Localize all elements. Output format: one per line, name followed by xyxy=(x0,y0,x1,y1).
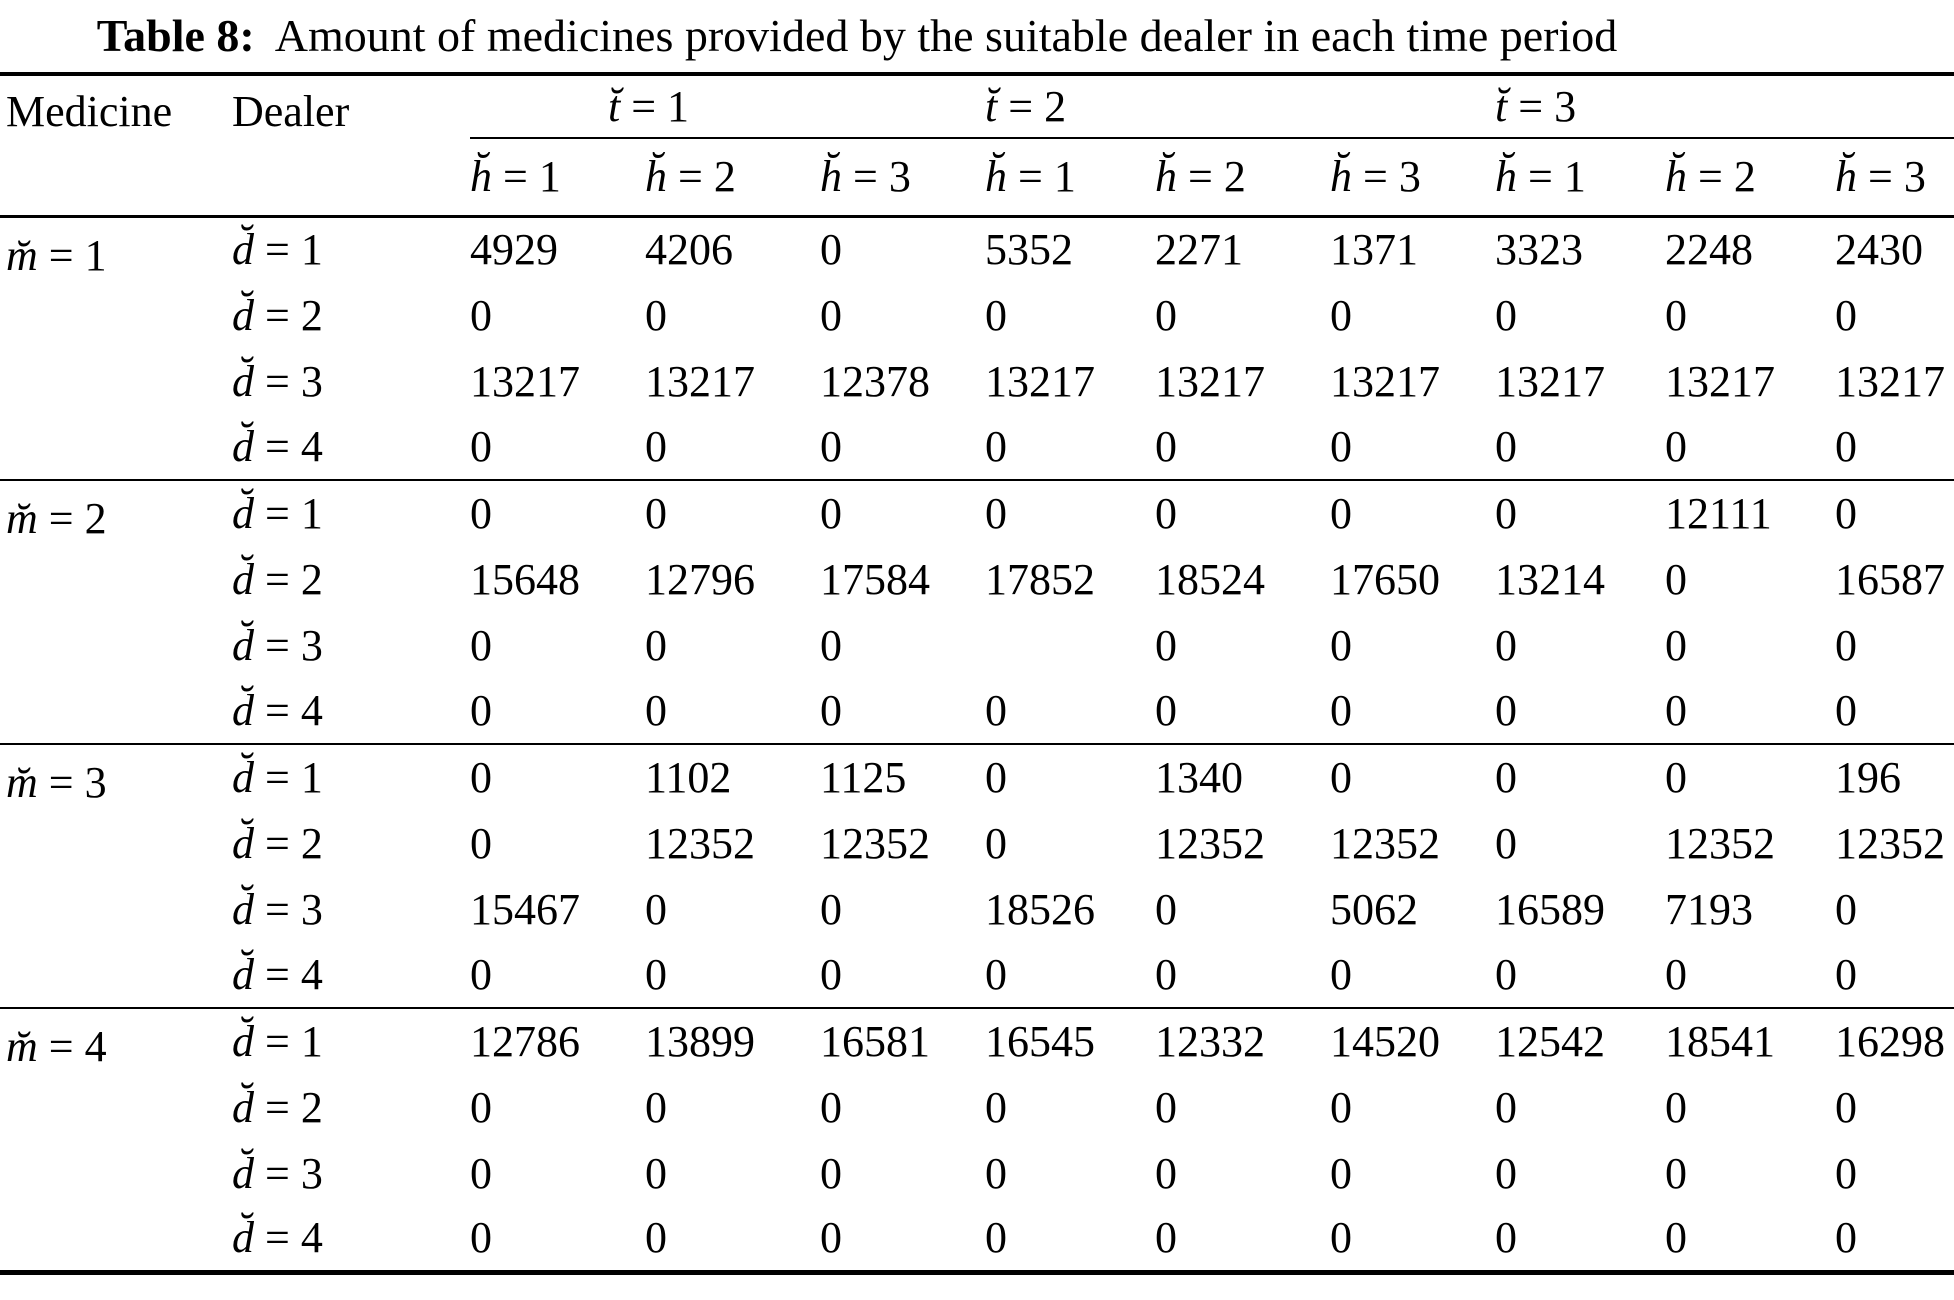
dealer-label xyxy=(230,612,470,678)
value-cell: 16581 xyxy=(820,1017,930,1066)
dealer-label xyxy=(230,744,470,810)
label-text: = 3 xyxy=(254,884,323,934)
value-cell: 4929 xyxy=(470,225,558,275)
label-text: = 2 xyxy=(254,290,323,340)
dealer-label xyxy=(230,876,470,942)
medicines-table xyxy=(0,72,1954,1275)
label-text: = 2 xyxy=(1687,152,1756,202)
value-cell: 0 xyxy=(1495,686,1518,735)
value-cell: 0 xyxy=(1835,884,1858,934)
value-cell: 2430 xyxy=(1835,225,1924,275)
table-row xyxy=(0,282,1954,348)
value-cell: 0 xyxy=(1495,818,1518,868)
value-cell: 4206 xyxy=(645,225,733,275)
value-cell: 0 xyxy=(1495,753,1518,802)
label-text: = 4 xyxy=(254,686,323,735)
value-cell: 13217 xyxy=(1835,356,1946,406)
label-text: = 3 xyxy=(254,1148,323,1198)
variable-symbol: h̆ xyxy=(470,152,492,202)
table-row xyxy=(0,1140,1954,1206)
variable-symbol: d̆ xyxy=(232,950,254,999)
value-cell: 0 xyxy=(1665,1082,1688,1132)
value-cell: 12352 xyxy=(820,818,930,868)
value-cell: 0 xyxy=(1330,290,1353,340)
value-cell: 0 xyxy=(985,818,1008,868)
value-cell: 0 xyxy=(1330,620,1353,670)
variable-symbol: d̆ xyxy=(232,818,254,868)
variable-symbol: h̆ xyxy=(1665,152,1688,202)
variable-symbol: h̆ xyxy=(985,152,1008,202)
value-cell: 0 xyxy=(820,1148,842,1198)
label-text: = 3 xyxy=(37,758,107,807)
label-text: = 2 xyxy=(254,554,323,604)
value-cell: 0 xyxy=(985,489,1008,538)
label-text: = 4 xyxy=(254,422,323,471)
variable-symbol: m̆ xyxy=(6,494,38,543)
variable-symbol: d̆ xyxy=(232,1082,254,1132)
value-cell: 0 xyxy=(470,290,492,340)
value-cell: 0 xyxy=(470,818,492,868)
value-cell: 0 xyxy=(820,422,842,471)
value-cell: 0 xyxy=(470,1213,492,1263)
label-text: = 2 xyxy=(254,818,323,868)
label-text: = 2 xyxy=(997,82,1067,131)
value-cell: 1340 xyxy=(1155,753,1244,802)
value-cell: 17584 xyxy=(820,554,930,604)
value-cell: 13217 xyxy=(1330,356,1441,406)
value-cell: 13217 xyxy=(645,356,755,406)
value-cell: 0 xyxy=(1155,1213,1178,1263)
value-cell: 0 xyxy=(1835,1213,1858,1263)
label-text: = 1 xyxy=(254,1017,323,1066)
variable-symbol: d̆ xyxy=(232,1017,254,1066)
value-cell: 0 xyxy=(1155,422,1178,471)
variable-symbol: d̆ xyxy=(232,884,254,934)
value-cell: 0 xyxy=(1835,1082,1858,1132)
value-cell: 0 xyxy=(1330,1082,1353,1132)
value-cell: 0 xyxy=(1665,620,1688,670)
value-cell: 12378 xyxy=(820,356,930,406)
value-cell: 0 xyxy=(470,753,492,802)
value-cell: 12786 xyxy=(470,1017,580,1066)
variable-symbol: t̆ xyxy=(608,82,621,131)
variable-symbol: d̆ xyxy=(232,356,254,406)
label-text: = 3 xyxy=(1507,82,1577,131)
value-cell: 1102 xyxy=(645,753,732,802)
label-text: = 1 xyxy=(254,489,323,538)
value-cell: 0 xyxy=(645,620,667,670)
value-cell: 12111 xyxy=(1665,489,1772,538)
variable-symbol: d̆ xyxy=(232,1213,254,1263)
value-cell: 0 xyxy=(985,1082,1008,1132)
value-cell: 0 xyxy=(1155,489,1178,538)
value-cell: 0 xyxy=(1835,620,1858,670)
value-cell: 0 xyxy=(1495,950,1518,999)
value-cell: 13217 xyxy=(1495,356,1606,406)
table-row xyxy=(0,216,1954,282)
value-cell: 0 xyxy=(1330,1213,1353,1263)
value-cell: 13214 xyxy=(1495,554,1606,604)
dealer-label xyxy=(230,480,470,546)
value-cell: 0 xyxy=(470,686,492,735)
value-cell: 0 xyxy=(1665,753,1688,802)
table-row xyxy=(0,546,1954,612)
value-cell: 1371 xyxy=(1330,225,1419,275)
table-row xyxy=(0,1008,1954,1074)
header-h-col xyxy=(985,138,1155,216)
value-cell: 0 xyxy=(820,225,842,275)
value-cell: 5062 xyxy=(1330,884,1419,934)
label-text: = 1 xyxy=(254,225,323,275)
value-cell: 0 xyxy=(645,290,667,340)
variable-symbol: d̆ xyxy=(232,753,254,802)
value-cell: 13899 xyxy=(645,1017,755,1066)
variable-symbol: d̆ xyxy=(232,1148,254,1198)
dealer-label xyxy=(230,1140,470,1206)
value-cell: 12796 xyxy=(645,554,755,604)
dealer-label xyxy=(230,1008,470,1074)
value-cell: 0 xyxy=(1155,1148,1178,1198)
table-row xyxy=(0,612,1954,678)
value-cell: 15467 xyxy=(470,884,580,934)
value-cell: 0 xyxy=(1665,554,1688,604)
label-text: = 4 xyxy=(254,950,323,999)
label-text: = 3 xyxy=(1352,152,1421,202)
value-cell xyxy=(985,612,1155,678)
variable-symbol: d̆ xyxy=(232,620,254,670)
dealer-label xyxy=(230,414,470,480)
value-cell: 0 xyxy=(1495,290,1518,340)
medicine-section xyxy=(0,1008,1954,1272)
value-cell: 12352 xyxy=(1330,818,1441,868)
value-cell: 0 xyxy=(1665,950,1688,999)
value-cell: 5352 xyxy=(985,225,1074,275)
medicine-label xyxy=(0,480,230,744)
value-cell: 16545 xyxy=(985,1017,1096,1066)
label-text: = 2 xyxy=(667,152,736,202)
value-cell: 0 xyxy=(470,489,492,538)
variable-symbol: h̆ xyxy=(1495,152,1518,202)
header-h-col xyxy=(1835,138,1954,216)
header-medicine: Medicine xyxy=(0,74,230,216)
value-cell: 0 xyxy=(1155,1082,1178,1132)
value-cell: 0 xyxy=(645,422,667,471)
value-cell: 0 xyxy=(1835,290,1858,340)
table-row xyxy=(0,810,1954,876)
table-row xyxy=(0,942,1954,1008)
value-cell: 15648 xyxy=(470,554,580,604)
value-cell: 12332 xyxy=(1155,1017,1266,1066)
dealer-label xyxy=(230,942,470,1008)
variable-symbol: m̆ xyxy=(6,230,38,280)
table-row xyxy=(0,678,1954,744)
value-cell: 0 xyxy=(1665,290,1688,340)
variable-symbol: m̆ xyxy=(6,1022,38,1071)
value-cell: 16587 xyxy=(1835,554,1946,604)
value-cell: 0 xyxy=(985,422,1008,471)
caption-text: Amount of medicines provided by the suitable dealer in each time period xyxy=(274,10,1618,61)
value-cell: 0 xyxy=(645,1213,667,1263)
variable-symbol: d̆ xyxy=(232,225,254,275)
value-cell: 0 xyxy=(1330,753,1353,802)
label-text: = 4 xyxy=(37,1022,107,1071)
variable-symbol: h̆ xyxy=(1835,152,1858,202)
value-cell: 0 xyxy=(1495,489,1518,538)
variable-symbol: d̆ xyxy=(232,554,254,604)
value-cell: 13217 xyxy=(470,356,580,406)
table-caption xyxy=(0,0,1954,72)
header-dealer: Dealer xyxy=(230,74,470,216)
value-cell: 0 xyxy=(985,753,1008,802)
medicine-section xyxy=(0,480,1954,744)
variable-symbol: t̆ xyxy=(1495,82,1508,131)
dealer-label xyxy=(230,216,470,282)
value-cell: 0 xyxy=(1835,686,1858,735)
value-cell: 0 xyxy=(1665,686,1688,735)
value-cell: 0 xyxy=(1155,620,1178,670)
label-text: = 2 xyxy=(254,1082,323,1132)
value-cell: 0 xyxy=(1835,950,1858,999)
dealer-label xyxy=(230,1074,470,1140)
value-cell: 7193 xyxy=(1665,884,1754,934)
label-text: = 3 xyxy=(254,356,323,406)
variable-symbol: h̆ xyxy=(820,152,842,202)
dealer-label xyxy=(230,282,470,348)
variable-symbol: d̆ xyxy=(232,686,254,735)
value-cell: 0 xyxy=(820,489,842,538)
value-cell: 0 xyxy=(470,1148,492,1198)
value-cell: 0 xyxy=(985,1213,1008,1263)
value-cell: 196 xyxy=(1835,753,1902,802)
value-cell: 13217 xyxy=(1665,356,1776,406)
table-row xyxy=(0,348,1954,414)
value-cell: 0 xyxy=(1495,620,1518,670)
value-cell: 0 xyxy=(645,1148,667,1198)
value-cell: 0 xyxy=(645,884,667,934)
value-cell: 16298 xyxy=(1835,1017,1946,1066)
variable-symbol: d̆ xyxy=(232,422,254,471)
value-cell: 12542 xyxy=(1495,1017,1606,1066)
value-cell: 0 xyxy=(820,1082,842,1132)
label-text: = 3 xyxy=(842,152,911,202)
medicine-label xyxy=(0,744,230,1008)
table-row xyxy=(0,1074,1954,1140)
value-cell: 0 xyxy=(1665,1213,1688,1263)
variable-symbol: d̆ xyxy=(232,290,254,340)
label-text: = 3 xyxy=(254,620,323,670)
value-cell: 2271 xyxy=(1155,225,1244,275)
label-text: = 4 xyxy=(254,1213,323,1263)
label-text: = 1 xyxy=(254,753,323,802)
value-cell: 0 xyxy=(820,290,842,340)
medicine-section xyxy=(0,216,1954,480)
variable-symbol: h̆ xyxy=(1330,152,1353,202)
medicine-label xyxy=(0,1008,230,1272)
label-text: = 2 xyxy=(37,494,107,543)
value-cell: 0 xyxy=(1330,489,1353,538)
value-cell: 0 xyxy=(645,950,667,999)
table-row xyxy=(0,414,1954,480)
value-cell: 0 xyxy=(1835,489,1858,538)
header-h-col xyxy=(1330,138,1495,216)
value-cell: 0 xyxy=(985,1148,1008,1198)
value-cell: 0 xyxy=(470,620,492,670)
label-text: = 1 xyxy=(1517,152,1586,202)
value-cell: 0 xyxy=(1155,884,1178,934)
value-cell: 0 xyxy=(1330,1148,1353,1198)
value-cell: 0 xyxy=(1495,1148,1518,1198)
dealer-label xyxy=(230,810,470,876)
variable-symbol: d̆ xyxy=(232,489,254,538)
value-cell: 0 xyxy=(1665,422,1688,471)
value-cell: 0 xyxy=(820,884,842,934)
medicine-section xyxy=(0,744,1954,1008)
value-cell: 0 xyxy=(1330,686,1353,735)
header-h-col xyxy=(820,138,985,216)
value-cell: 3323 xyxy=(1495,225,1584,275)
variable-symbol: h̆ xyxy=(1155,152,1178,202)
variable-symbol: h̆ xyxy=(645,152,667,202)
value-cell: 0 xyxy=(820,950,842,999)
value-cell: 0 xyxy=(1330,422,1353,471)
header-h-col xyxy=(470,138,645,216)
dealer-label xyxy=(230,678,470,744)
dealer-label xyxy=(230,1206,470,1272)
variable-symbol: t̆ xyxy=(985,82,998,131)
table-row xyxy=(0,1206,1954,1272)
value-cell: 0 xyxy=(985,290,1008,340)
value-cell: 0 xyxy=(470,422,492,471)
label-text: = 3 xyxy=(1857,152,1926,202)
header-t1 xyxy=(470,74,985,138)
value-cell: 12352 xyxy=(645,818,755,868)
value-cell: 12352 xyxy=(1835,818,1946,868)
table-row xyxy=(0,480,1954,546)
medicine-label xyxy=(0,216,230,480)
value-cell: 0 xyxy=(1330,950,1353,999)
value-cell: 12352 xyxy=(1155,818,1266,868)
value-cell: 0 xyxy=(1495,1082,1518,1132)
value-cell: 0 xyxy=(645,686,667,735)
value-cell: 0 xyxy=(1495,422,1518,471)
value-cell: 0 xyxy=(1155,686,1178,735)
table-row xyxy=(0,876,1954,942)
variable-symbol: m̆ xyxy=(6,758,38,807)
table-row xyxy=(0,744,1954,810)
label-text: = 1 xyxy=(620,82,690,131)
value-cell: 12352 xyxy=(1665,818,1776,868)
caption-label: Table 8: xyxy=(96,10,255,61)
value-cell: 0 xyxy=(470,950,492,999)
value-cell: 0 xyxy=(470,1082,492,1132)
label-text: = 1 xyxy=(492,152,561,202)
header-h-col xyxy=(645,138,820,216)
value-cell: 0 xyxy=(985,686,1008,735)
header-h-col xyxy=(1495,138,1665,216)
value-cell: 2248 xyxy=(1665,225,1754,275)
value-cell: 0 xyxy=(645,1082,667,1132)
dealer-label xyxy=(230,546,470,612)
value-cell: 17852 xyxy=(985,554,1096,604)
value-cell: 0 xyxy=(820,620,842,670)
value-cell: 13217 xyxy=(985,356,1096,406)
period-header-row xyxy=(0,74,1954,138)
value-cell: 0 xyxy=(985,950,1008,999)
value-cell: 0 xyxy=(1665,1148,1688,1198)
value-cell: 0 xyxy=(1835,1148,1858,1198)
value-cell: 0 xyxy=(1495,1213,1518,1263)
dealer-label xyxy=(230,348,470,414)
value-cell: 18541 xyxy=(1665,1017,1776,1066)
value-cell: 17650 xyxy=(1330,554,1441,604)
value-cell: 13217 xyxy=(1155,356,1266,406)
value-cell: 0 xyxy=(1155,950,1178,999)
label-text: = 1 xyxy=(1007,152,1076,202)
value-cell: 0 xyxy=(1155,290,1178,340)
value-cell: 18526 xyxy=(985,884,1096,934)
value-cell: 0 xyxy=(820,686,842,735)
header-t2 xyxy=(985,74,1495,138)
header-t3 xyxy=(1495,74,1954,138)
value-cell: 0 xyxy=(645,489,667,538)
value-cell: 0 xyxy=(1835,422,1858,471)
value-cell: 0 xyxy=(820,1213,842,1263)
value-cell: 1125 xyxy=(820,753,907,802)
value-cell: 14520 xyxy=(1330,1017,1441,1066)
value-cell: 18524 xyxy=(1155,554,1266,604)
label-text: = 1 xyxy=(37,230,107,280)
value-cell: 16589 xyxy=(1495,884,1606,934)
header-h-col xyxy=(1665,138,1835,216)
label-text: = 2 xyxy=(1177,152,1246,202)
header-h-col xyxy=(1155,138,1330,216)
table-header xyxy=(0,74,1954,216)
